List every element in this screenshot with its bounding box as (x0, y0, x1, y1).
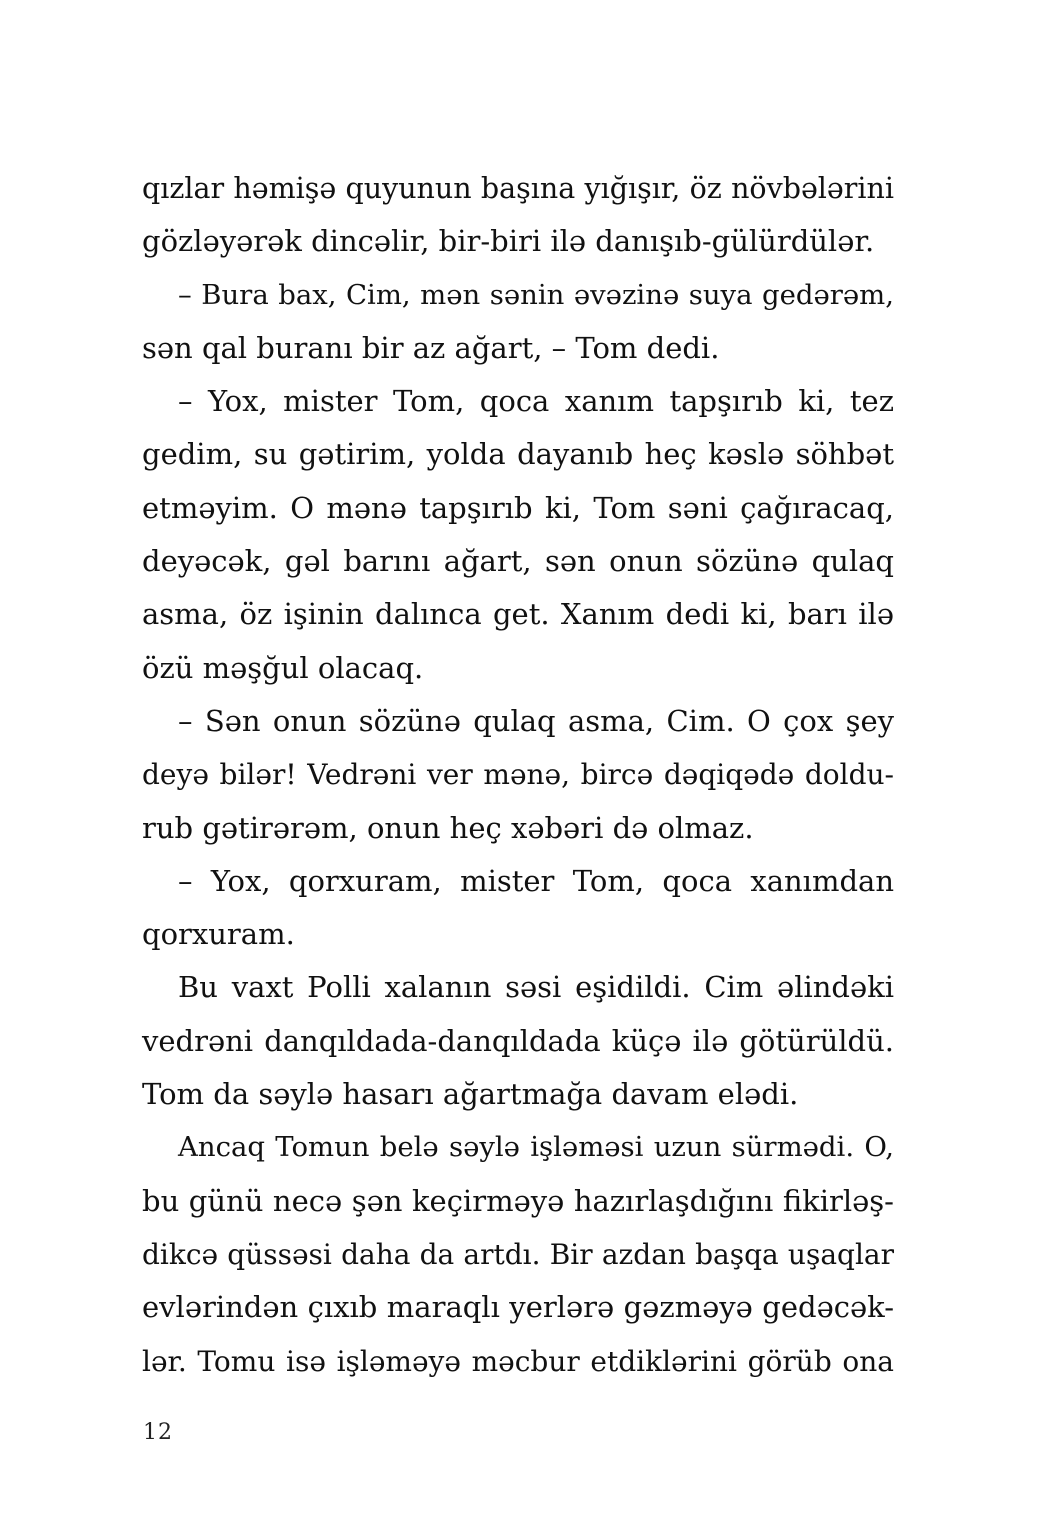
text-line: – Yox, qorxuram, mister Tom, qoca xanımdan (178, 863, 894, 898)
text-line: gedim, su gətirim, yolda dayanıb heç kəslə söhbət (142, 437, 894, 472)
text-line: deyə bilər! Vedrəni ver mənə, bircə dəqiqədə doldu- (142, 758, 894, 792)
text-line: dikcə qüssəsi daha da artdı. Bir azdan başqa uşaqlar (142, 1237, 894, 1271)
text-line: qızlar həmişə quyunun başına yığışır, öz növbələrini (142, 172, 894, 205)
text-line: – Bura bax, Cim, mən sənin əvəzinə suya gedərəm, (178, 278, 894, 311)
page-text (142, 162, 894, 1388)
text-line: evlərindən çıxıb maraqlı yerlərə gəzməyə gedəcək- (142, 1290, 894, 1325)
text-line: – Yox, mister Tom, qoca xanım tapşırıb ki, tez (178, 384, 894, 419)
text-line: Bu vaxt Polli xalanın səsi eşidildi. Cim əlindəki (178, 970, 894, 1005)
text-line: Tom da səylə hasarı ağartmağa davam elədi. (142, 1077, 799, 1112)
text-line: rub gətirərəm, onun heç xəbəri də olmaz. (142, 810, 754, 845)
text-line: bu günü necə şən keçirməyə hazırlaşdığını fikirləş- (142, 1183, 894, 1218)
text-line: qorxuram. (142, 917, 295, 952)
text-line: deyəcək, gəl barını ağart, sən onun sözünə qulaq (142, 544, 894, 579)
text-line: Ancaq Tomun belə səylə işləməsi uzun sürmədi. O, (178, 1131, 894, 1164)
text-line: gözləyərək dincəlir, bir-biri ilə danışıb-gülürdülər. (142, 224, 875, 259)
text-line: vedrəni danqıldada-danqıldada küçə ilə götürüldü. (142, 1023, 894, 1058)
text-line: lər. Tomu isə işləməyə məcbur etdiklərini görüb ona (142, 1344, 894, 1378)
text-line: asma, öz işinin dalınca get. Xanım dedi ki, barı ilə (142, 597, 894, 632)
text-line: – Sən onun sözünə qulaq asma, Cim. O çox şey (178, 703, 894, 738)
text-line: özü məşğul olacaq. (142, 650, 424, 685)
page-number: 12 (143, 1420, 173, 1445)
text-line: etməyim. O mənə tapşırıb ki, Tom səni çağıracaq, (142, 490, 894, 525)
text-line: sən qal buranı bir az ağart, – Tom dedi. (142, 330, 720, 365)
